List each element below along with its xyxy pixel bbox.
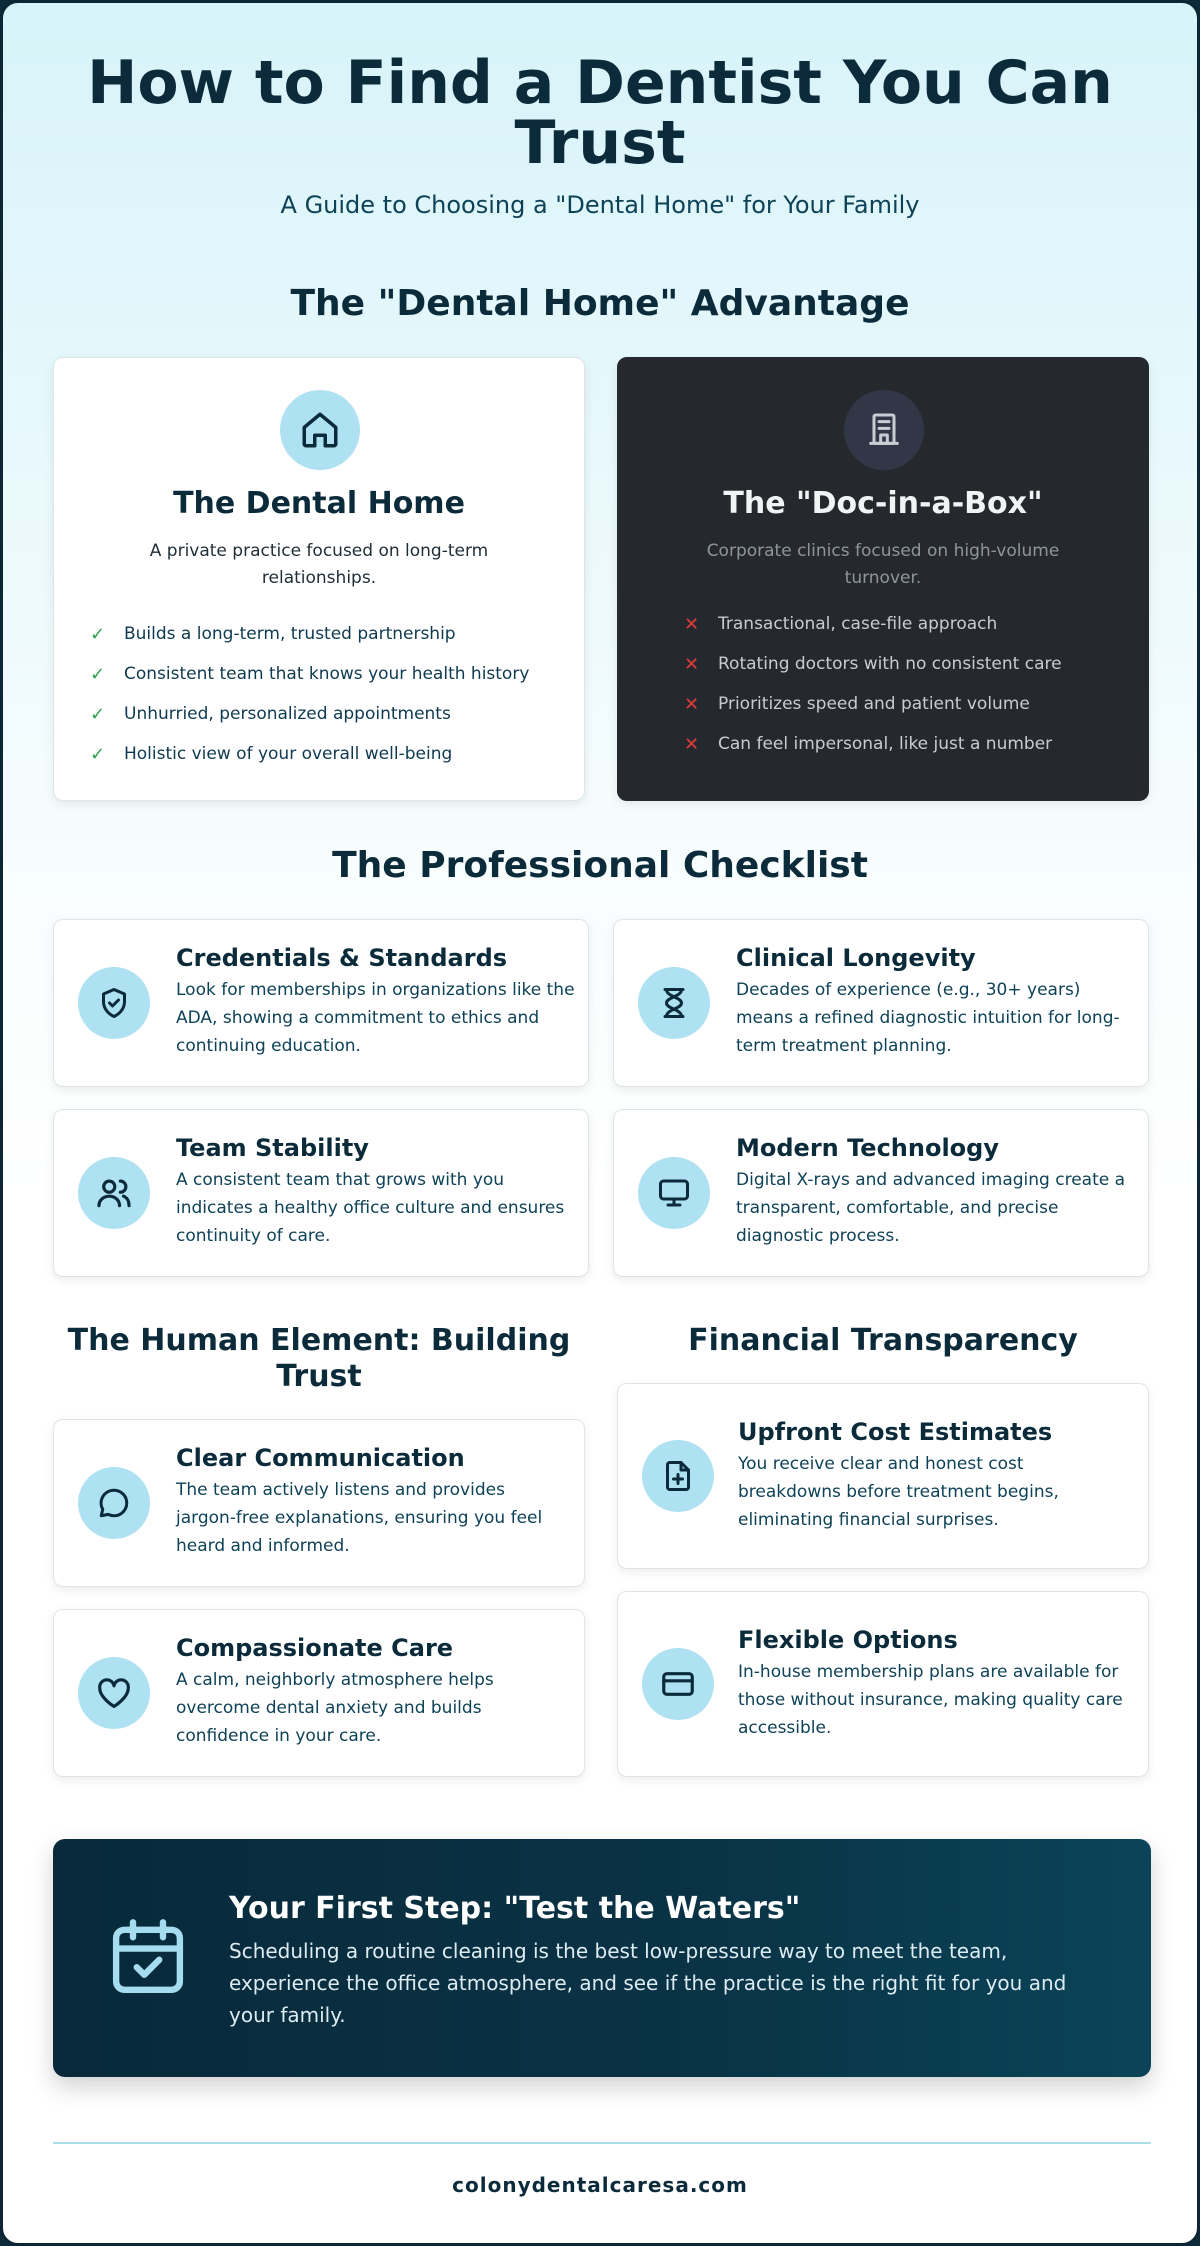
building-icon [844, 390, 924, 470]
list-item: ✕ Rotating doctors with no consistent care [684, 653, 1062, 675]
list-item: ✓ Unhurried, personalized appointments [90, 703, 451, 725]
feature-title: Clear Communication [176, 1444, 465, 1472]
feature-title: Modern Technology [736, 1134, 999, 1162]
financial-card-flexible [617, 1591, 1149, 1777]
cta-banner [53, 1839, 1151, 2077]
monitor-icon [638, 1157, 710, 1229]
check-icon: ✓ [90, 623, 106, 645]
cross-icon: ✕ [684, 733, 700, 755]
doc-in-a-box-card [617, 357, 1149, 801]
feature-text: A calm, neighborly atmosphere helps overcome dental anxiety and builds confidence in your care. [176, 1670, 494, 1746]
dental-home-list [90, 614, 564, 774]
checklist-section-title: The Professional Checklist [332, 845, 868, 886]
hourglass-icon [638, 967, 710, 1039]
feature-text: You receive clear and honest cost breakdowns before treatment begins, eliminating financial surprises. [738, 1454, 1059, 1530]
feature-title: Flexible Options [738, 1626, 958, 1654]
financial-section-title: Financial Transparency [688, 1323, 1078, 1358]
feature-text: A consistent team that grows with you indicates a healthy office culture and ensures continuity of care. [176, 1170, 565, 1246]
doc-in-a-box-description: Corporate clinics focused on high-volume turnover. [706, 541, 1060, 588]
cta-text: Scheduling a routine cleaning is the best low-pressure way to meet the team, experience the office atmosphere, and see if the practice is the right fit for you and your family. [229, 1939, 1067, 2027]
heart-icon [78, 1657, 150, 1729]
chat-bubble-icon [78, 1467, 150, 1539]
document-plus-icon [642, 1440, 714, 1512]
human-card-communication [53, 1419, 585, 1587]
human-card-compassion [53, 1609, 585, 1777]
dental-home-card [53, 357, 585, 801]
cross-icon: ✕ [684, 613, 700, 635]
shield-check-icon [78, 967, 150, 1039]
list-item: ✓ Holistic view of your overall well-being [90, 743, 453, 765]
doc-in-a-box-list [684, 604, 1128, 764]
check-icon: ✓ [90, 703, 106, 725]
cross-icon: ✕ [684, 693, 700, 715]
feature-title: Upfront Cost Estimates [738, 1418, 1053, 1446]
feature-title: Credentials & Standards [176, 944, 508, 972]
feature-text: The team actively listens and provides jargon-free explanations, ensuring you feel heard and informed. [176, 1480, 543, 1556]
checklist-card-longevity [613, 919, 1149, 1087]
dental-home-description: A private practice focused on long-term relationships. [149, 541, 489, 588]
page-title: How to Find a Dentist You Can Trust [87, 48, 1113, 178]
footer-divider [53, 2142, 1151, 2144]
check-icon: ✓ [90, 743, 106, 765]
users-icon [78, 1157, 150, 1229]
list-item: ✓ Builds a long-term, trusted partnership [90, 623, 456, 645]
list-item: ✕ Transactional, case-file approach [684, 613, 998, 635]
financial-card-estimates [617, 1383, 1149, 1569]
check-icon: ✓ [90, 663, 106, 685]
cta-title: Your First Step: "Test the Waters" [229, 1891, 801, 1926]
feature-text: In-house membership plans are available for those without insurance, making quality care accessible. [738, 1662, 1123, 1738]
footer-website: colonydentalcaresa.com [452, 2173, 748, 2197]
credit-card-icon [642, 1648, 714, 1720]
checklist-card-credentials [53, 919, 589, 1087]
advantage-section-title: The "Dental Home" Advantage [290, 283, 910, 324]
calendar-check-icon [103, 1909, 193, 2007]
feature-title: Clinical Longevity [736, 944, 976, 972]
list-item: ✕ Prioritizes speed and patient volume [684, 693, 1030, 715]
human-section-title: The Human Element: Building Trust [67, 1323, 571, 1394]
checklist-card-technology [613, 1109, 1149, 1277]
feature-title: Compassionate Care [176, 1634, 454, 1662]
house-icon [280, 390, 360, 470]
checklist-card-team [53, 1109, 589, 1277]
doc-in-a-box-title: The "Doc-in-a-Box" [723, 486, 1043, 521]
dental-home-title: The Dental Home [173, 486, 465, 521]
feature-title: Team Stability [176, 1134, 369, 1162]
feature-text: Digital X-rays and advanced imaging create a transparent, comfortable, and precise diagnostic process. [736, 1170, 1126, 1246]
cross-icon: ✕ [684, 653, 700, 675]
feature-text: Decades of experience (e.g., 30+ years) means a refined diagnostic intuition for long-term treatment planning. [736, 980, 1120, 1056]
page-subtitle: A Guide to Choosing a "Dental Home" for Your Family [280, 191, 920, 219]
list-item: ✕ Can feel impersonal, like just a number [684, 733, 1053, 755]
list-item: ✓ Consistent team that knows your health history [90, 663, 530, 685]
feature-text: Look for memberships in organizations like the ADA, showing a commitment to ethics and continuing education. [176, 980, 575, 1056]
